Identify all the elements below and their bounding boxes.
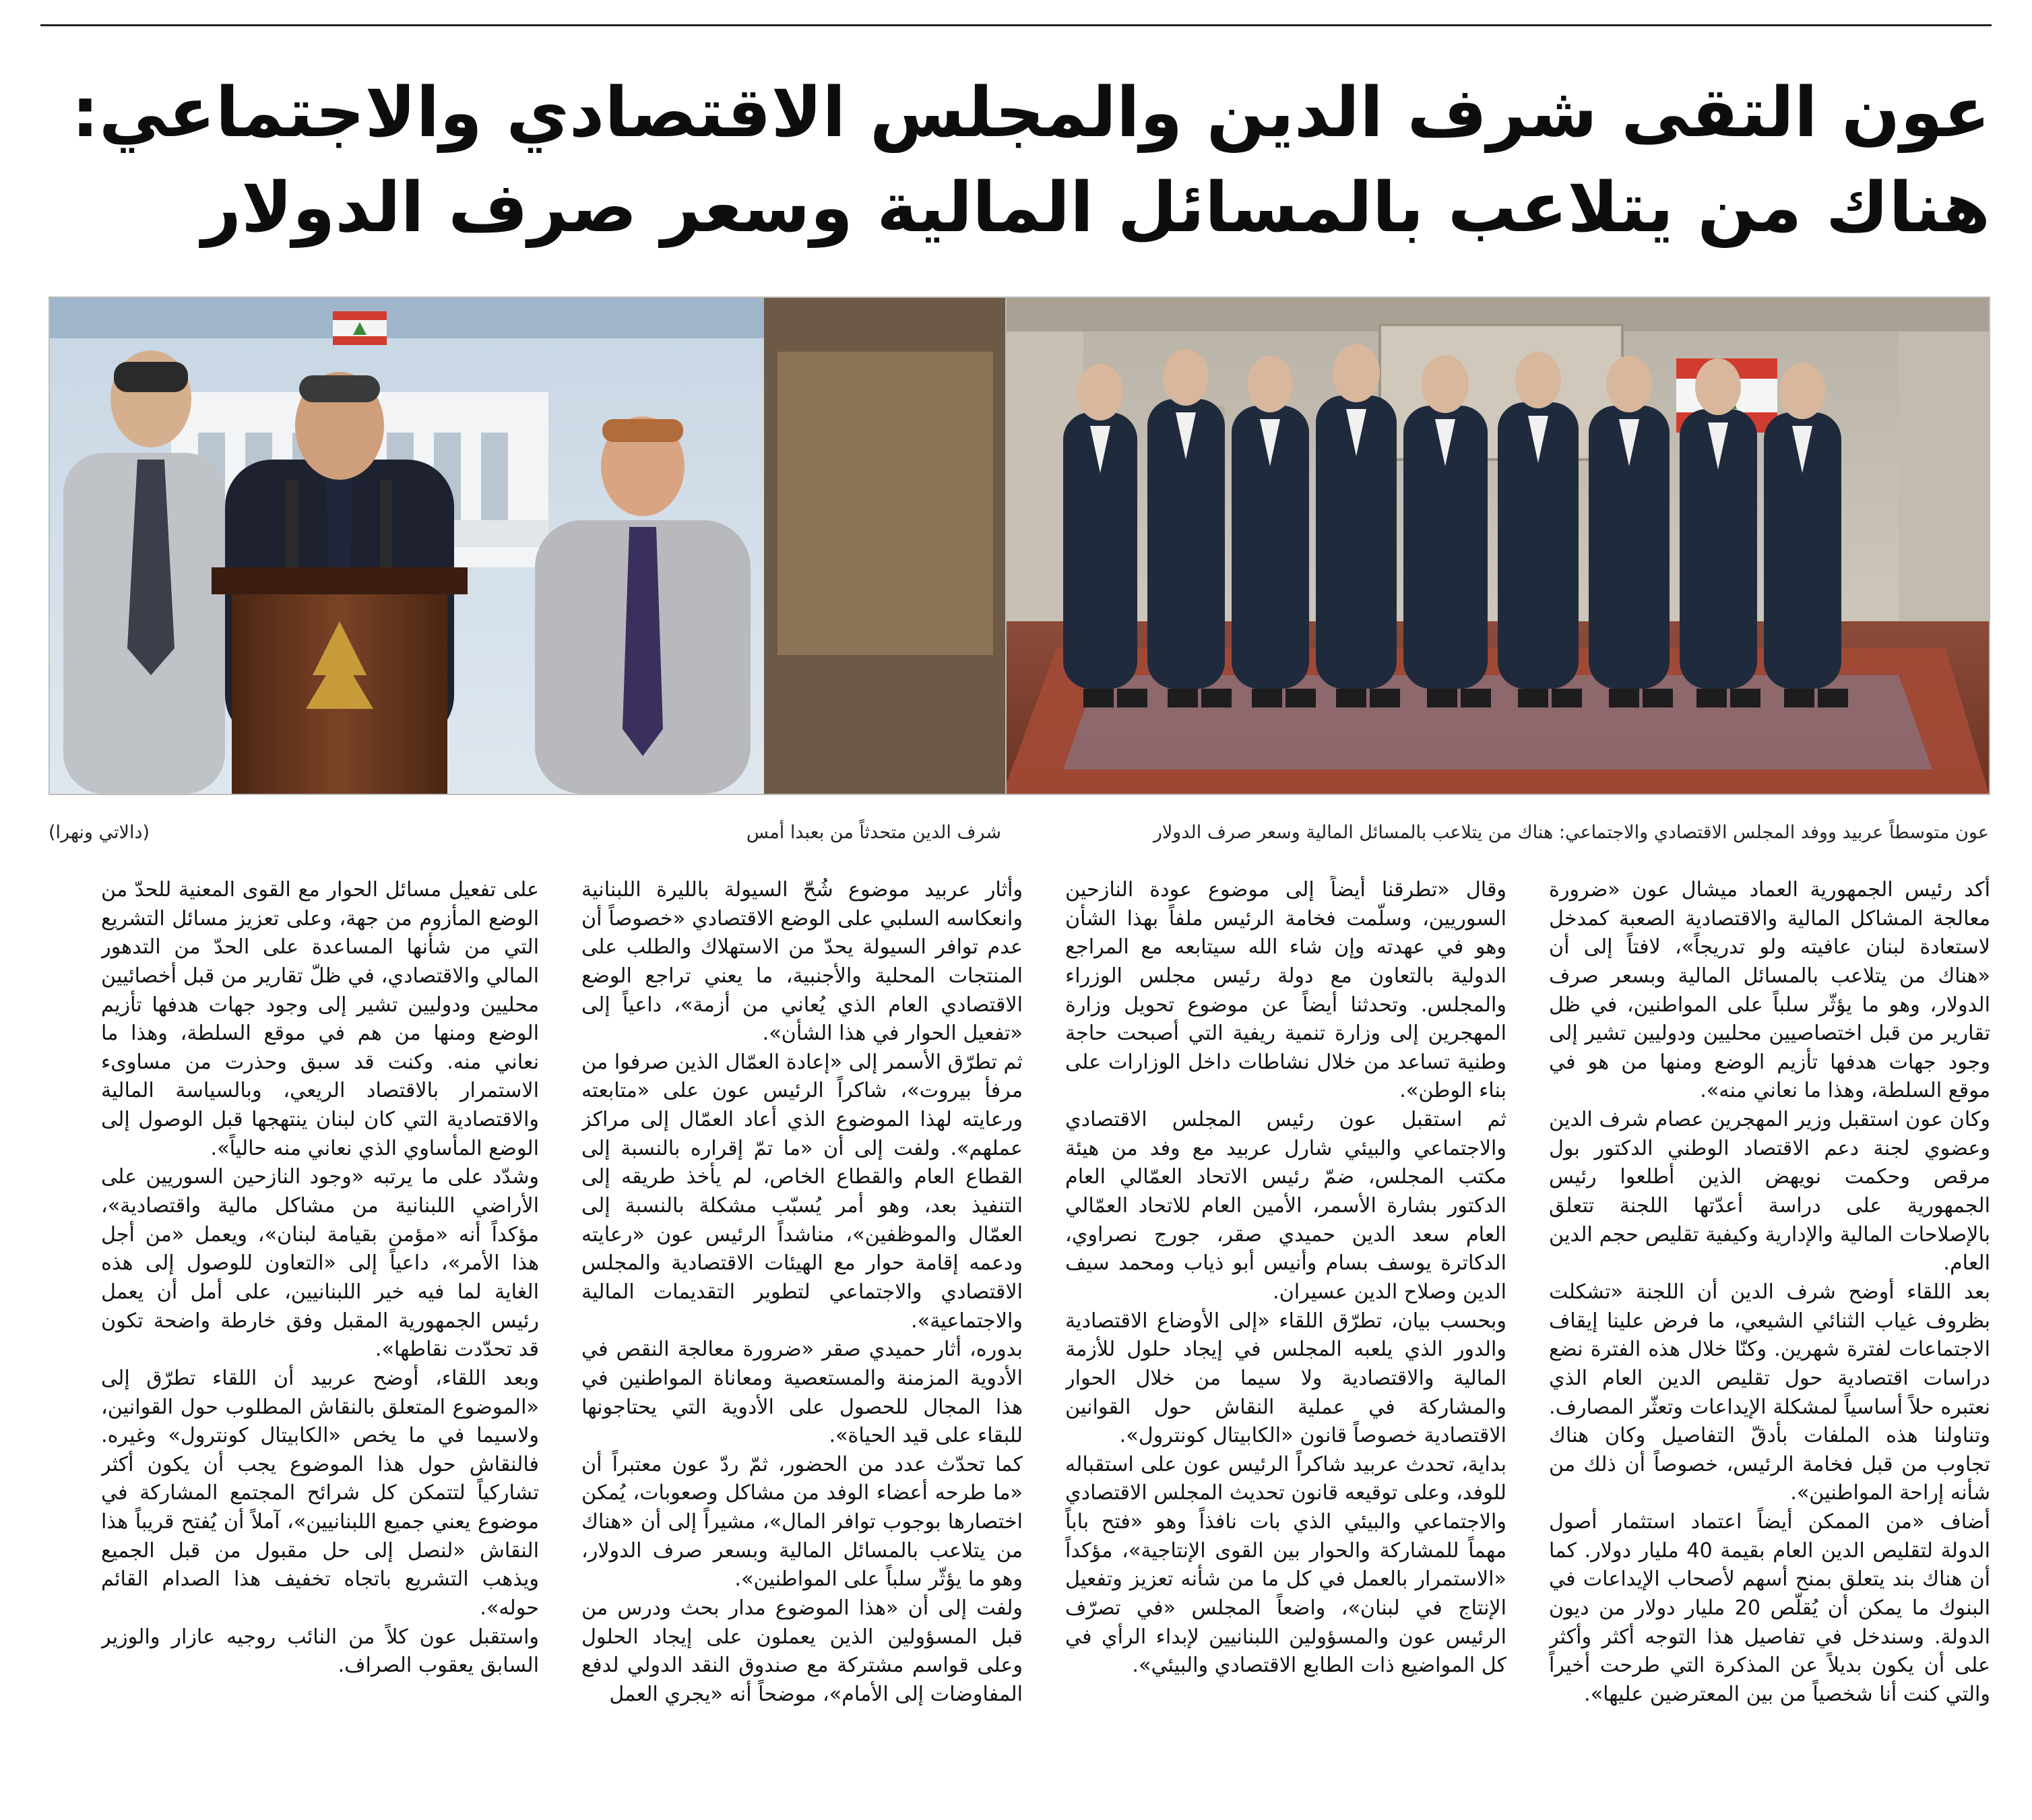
paragraph: ثم استقبل عون رئيس المجلس الاقتصادي والاجتماعي والبيئي شارل عربيد مع وفد من هيئة مكتب المجلس، ضمّ رئيس الاتحاد العمّالي العام الدكتور بشارة الأسمر، الأمين العام للاتحاد العمّالي العام سعد الدين حميدي صقر، جورج نصراوي، الدكاترة يوسف بسام وأنيس أبو ذياب ومحمد سيف الدين وصلاح الدين عسيران. — [1065, 1108, 1506, 1304]
photo-credit: (دالاتي ونهرا) — [49, 822, 150, 843]
group-photo — [1001, 296, 1990, 795]
press-photo-caption: شرف الدين متحدثاً من بعبدا أمس — [746, 822, 1001, 843]
press-conference-photo — [49, 296, 1007, 795]
paragraph: ثم تطرّق الأسمر إلى «إعادة العمّال الذين صرفوا من مرفأ بيروت»، شاكراً الرئيس عون على «متابعته ورعايته لهذا الموضوع الذي أعاد العمّال إلى مراكز عملهم». ولفت إلى أن «ما تمّ إقراره بالنسبة إلى القطاع العام والقطاع الخاص، لم يأخذ طريقه إلى التنفيذ بعد، وهو أمر يُسبّب مشكلة بالنسبة إلى العمّال والموظفين»، مناشداً الرئيس عون «رعايته ودعمه إقامة حوار مع الهيئات الاقتصادية والمجلس الاقتصادي والاجتماعي لتطوير التقديمات المالية والاجتماعية». — [581, 1050, 1023, 1333]
paragraph: بداية، تحدث عربيد شاكراً الرئيس عون على استقباله للوفد، وعلى توقيعه قانون تحديث المجلس الاقتصادي والاجتماعي والبيئي الذي بات نافذاً وهو «فتح باباً مهماً للمشاركة والحوار بين القوى الإنتاجية»، مؤكداً «الاستمرار بالعمل في كل ما من شأنه تعزيز وتفعيل الإنتاج في لبنان»، واضعاً المجلس «في تصرّف الرئيس عون والمسؤولين اللبنانيين لإبداء الرأي في كل المواضيع ذات الطابع الاقتصادي والبيئي». — [1065, 1452, 1506, 1678]
paragraph: أكد رئيس الجمهورية العماد ميشال عون «ضرورة معالجة المشاكل المالية والاقتصادية الصعبة كمدخل لاستعادة لبنان عافيته ولو تدريجاً»، لافتاً إلى أن «هناك من يتلاعب بالمسائل المالية وبسعر صرف الدولار، وهو ما يؤثّر سلباً على المواطنين، في ظل تقارير من قبل اختصاصيين محليين ودوليين تشير إلى وجود جهات هدفها تأزيم الوضع ومنها من هو في موقع السلطة، وهذا ما نعاني منه». — [1549, 878, 1990, 1103]
paragraph: وأثار عربيد موضوع شُحّ السيولة بالليرة اللبنانية وانعكاسه السلبي على الوضع الاقتصادي «خصوصاً أن عدم توافر السيولة يحدّ من الاستهلاك والطلب على المنتجات المحلية والأجنبية، ما يعني تراجع الوضع الاقتصادي العام الذي يُعاني من أزمة»، داعياً إلى «تفعيل الحوار في هذا الشأن». — [581, 878, 1023, 1046]
article-column-2 — [1065, 876, 1506, 1806]
group-photo-illustration — [1003, 298, 1989, 794]
article-column-3 — [581, 876, 1023, 1806]
top-rule — [40, 24, 1992, 26]
article-column-4 — [101, 876, 539, 1806]
press-conference-illustration — [50, 298, 1005, 794]
paragraph: واستقبل عون كلاً من النائب روجيه عازار والوزير السابق يعقوب الصراف. — [101, 1625, 539, 1678]
paragraph: وشدّد على ما يرتبه «وجود النازحين السوريين على الأراضي اللبنانية من مشاكل مالية واقتصادية»، مؤكداً أنه «مؤمن بقيامة لبنان»، ويعمل «من أجل هذا الأمر»، داعياً إلى «التعاون للوصول إلى هذه الغاية لما فيه خير اللبنانيين، على أمل أن يعمل رئيس الجمهورية المقبل وفق خارطة واضحة تكون قد تحدّدت نقاطها». — [101, 1165, 539, 1362]
paragraph: وبحسب بيان، تطرّق اللقاء «إلى الأوضاع الاقتصادية والدور الذي يلعبه المجلس في إيجاد حلول للأزمة المالية والاقتصادية ولا سيما من خلال الحوار والمشاركة في عملية النقاش حول القوانين الاقتصادية خصوصاً قانون «الكابيتال كونترول». — [1065, 1309, 1506, 1448]
headline — [42, 73, 1990, 248]
paragraph: بعد اللقاء أوضح شرف الدين أن اللجنة «تشكلت بظروف غياب الثنائي الشيعي، ما فرض علينا إيقاف الاجتماعات لفترة شهرين. وكنّا خلال هذه الفترة نضع دراسات اقتصادية حول تقليص الدين العام الذي نعتبره حلاً أساسياً لمشكلة الإيداعات وتعثّر المصارف. وتناولنا هذه الملفات بأدقّ التفاصيل وكان هناك تجاوب من قبل فخامة الرئيس، خصوصاً أن ذلك من شأنه إراحة المواطنين». — [1549, 1280, 1990, 1505]
article-body — [49, 876, 1990, 1806]
headline-line-2: هناك من يتلاعب بالمسائل المالية وسعر صرف الدولار — [201, 167, 1990, 248]
paragraph: على تفعيل مسائل الحوار مع القوى المعنية للحدّ من الوضع المأزوم من جهة، وعلى تعزيز مسائل التشريع التي من شأنها المساعدة على الحدّ من التدهور المالي والاقتصادي، في ظلّ تقارير من قبل أخصائيين محليين ودوليين تشير إلى وجود جهات هدفها تأزيم الوضع ومنها من هم في موقع السلطة، وهذا ما نعاني منه. وكنت قد سبق وحذرت من مساوىء الاستمرار بالاقتصاد الريعي، وبالسياسة المالية والاقتصادية التي كان لبنان ينتهجها قبل الوصول إلى الوضع المأساوي الذي نعاني منه حالياً». — [101, 878, 539, 1160]
headline-line-1: عون التقى شرف الدين والمجلس الاقتصادي والاجتماعي: — [71, 73, 1990, 154]
paragraph: وكان عون استقبل وزير المهجرين عصام شرف الدين وعضوي لجنة دعم الاقتصاد الوطني الدكتور بول مرقص وحكمت نويهض الذين أطلعوا رئيس الجمهورية على دراسة أعدّتها اللجنة تتعلق بالإصلاحات المالية والإدارية وكيفية تقليص حجم الدين العام. — [1549, 1108, 1990, 1276]
group-photo-caption: عون متوسطاً عربيد ووفد المجلس الاقتصادي والاجتماعي: هناك من يتلاعب بالمسائل المالية وسعر صرف الدولار — [1153, 822, 1989, 843]
paragraph: وقال «تطرقنا أيضاً إلى موضوع عودة النازحين السوريين، وسلّمت فخامة الرئيس ملفاً بهذا الشأن وهو في عهدته وإن شاء الله سيتابعه مع المراجع الدولية بالتعاون مع دولة رئيس مجلس الوزراء والمجلس. وتحدثنا أيضاً عن موضوع تحويل وزارة المهجرين إلى وزارة تنمية ريفية التي أصبحت حاجة وطنية تساعد من خلال نشاطات داخل الوزارات على بناء الوطن». — [1065, 878, 1506, 1103]
paragraph: بدوره، أثار حميدي صقر «ضرورة معالجة النقص في الأدوية المزمنة والمستعصية ومعاناة المواطنين في هذا المجال للحصول على الأدوية التي يحتاجونها للبقاء على قيد الحياة». — [581, 1338, 1023, 1448]
paragraph: كما تحدّث عدد من الحضور، ثمّ ردّ عون معتبراً أن «ما طرحه أعضاء الوفد من مشاكل وصعوبات، يُمكن اختصارها بوجوب توافر المال»، مشيراً إلى أن «هناك من يتلاعب بالمسائل المالية وبسعر صرف الدولار، وهو ما يؤثّر سلباً على المواطنين». — [581, 1452, 1023, 1592]
paragraph: ولفت إلى أن «هذا الموضوع مدار بحث ودرس من قبل المسؤولين الذين يعملون على إيجاد الحلول وعلى قواسم مشتركة مع صندوق النقد الدولي لدفع المفاوضات إلى الأمام»، موضحاً أنه «يجري العمل — [581, 1596, 1023, 1706]
paragraph: وبعد اللقاء، أوضح عربيد أن اللقاء تطرّق إلى «الموضوع المتعلق بالنقاش المطلوب حول القوانين، ولاسيما في ما يخص «الكابيتال كونترول» وغيره. فالنقاش حول هذا الموضوع يجب أن يكون أكثر تشاركياً لتتمكن كل شرائح المجتمع المشاركة في موضوع يعني جميع اللبنانيين»، آملاً أن يُفتح قريباً هذا النقاش «لنصل إلى حل مقبول من قبل الجميع ويذهب التشريع باتجاه تخفيف هذا الصدام القائم حوله». — [101, 1366, 539, 1621]
article-column-1 — [1549, 876, 1990, 1806]
paragraph: أضاف «من الممكن أيضاً اعتماد استثمار أصول الدولة لتقليص الدين العام بقيمة 40 مليار دولار. كما أن هناك بند يتعلق بمنح أسهم لأصحاب الإيداعات في البنوك ما يمكن أن يُقلّص 20 مليار دولار من ديون الدولة. وسندخل في تفاصيل هذا التوجه أكثر وأكثر على أن يكون بديلاً عن المذكرة التي طرحت أخيراً والتي كنت أنا شخصياً من بين المعترضين عليها». — [1549, 1510, 1990, 1706]
